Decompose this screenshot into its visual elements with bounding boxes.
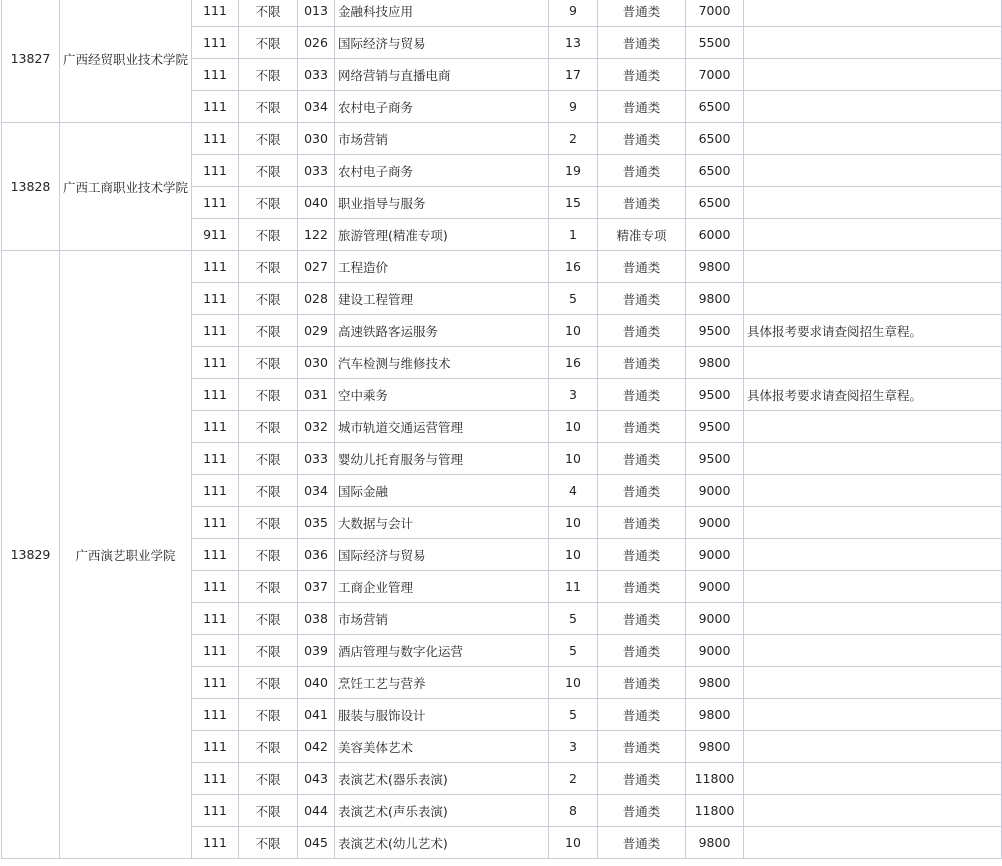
plan-code-cell: 111	[192, 795, 239, 827]
tuition-cell: 11800	[686, 763, 744, 795]
remark-cell	[744, 795, 1002, 827]
major-name-cell: 表演艺术(声乐表演)	[335, 795, 549, 827]
category-cell: 普通类	[598, 667, 686, 699]
major-name-cell: 美容美体艺术	[335, 731, 549, 763]
remark-cell	[744, 603, 1002, 635]
tuition-cell: 9000	[686, 635, 744, 667]
table-row	[2, 251, 1002, 283]
plan-code-cell: 111	[192, 571, 239, 603]
remark-cell: 具体报考要求请查阅招生章程。	[744, 379, 1002, 411]
plan-count-cell: 16	[549, 251, 598, 283]
major-code-cell: 044	[298, 795, 335, 827]
plan-count-cell: 16	[549, 347, 598, 379]
school-name-cell: 广西工商职业技术学院	[60, 123, 192, 251]
plan-count-cell: 9	[549, 91, 598, 123]
category-cell: 普通类	[598, 283, 686, 315]
plan-count-cell: 3	[549, 731, 598, 763]
category-cell: 普通类	[598, 347, 686, 379]
remark-cell	[744, 699, 1002, 731]
plan-count-cell: 8	[549, 795, 598, 827]
tuition-cell: 9000	[686, 539, 744, 571]
plan-code-cell: 111	[192, 315, 239, 347]
subject-requirement-cell: 不限	[239, 603, 298, 635]
major-code-cell: 029	[298, 315, 335, 347]
subject-requirement-cell: 不限	[239, 763, 298, 795]
major-code-cell: 040	[298, 187, 335, 219]
category-cell: 普通类	[598, 379, 686, 411]
plan-count-cell: 10	[549, 507, 598, 539]
major-code-cell: 040	[298, 667, 335, 699]
plan-count-cell: 5	[549, 283, 598, 315]
plan-count-cell: 5	[549, 699, 598, 731]
plan-code-cell: 111	[192, 59, 239, 91]
tuition-cell: 11800	[686, 795, 744, 827]
category-cell: 普通类	[598, 507, 686, 539]
tuition-cell: 6500	[686, 187, 744, 219]
subject-requirement-cell: 不限	[239, 699, 298, 731]
subject-requirement-cell: 不限	[239, 475, 298, 507]
major-code-cell: 033	[298, 443, 335, 475]
category-cell: 普通类	[598, 763, 686, 795]
remark-cell	[744, 123, 1002, 155]
category-cell: 精准专项	[598, 219, 686, 251]
plan-code-cell: 111	[192, 379, 239, 411]
tuition-cell: 6500	[686, 91, 744, 123]
school-code-cell: 13828	[2, 123, 60, 251]
subject-requirement-cell: 不限	[239, 219, 298, 251]
major-code-cell: 026	[298, 27, 335, 59]
category-cell: 普通类	[598, 0, 686, 27]
plan-code-cell: 111	[192, 539, 239, 571]
subject-requirement-cell: 不限	[239, 0, 298, 27]
plan-count-cell: 3	[549, 379, 598, 411]
table-row	[2, 0, 1002, 27]
category-cell: 普通类	[598, 59, 686, 91]
major-code-cell: 041	[298, 699, 335, 731]
tuition-cell: 9800	[686, 283, 744, 315]
subject-requirement-cell: 不限	[239, 187, 298, 219]
plan-code-cell: 111	[192, 27, 239, 59]
plan-code-cell: 111	[192, 0, 239, 27]
tuition-cell: 7000	[686, 0, 744, 27]
major-name-cell: 表演艺术(器乐表演)	[335, 763, 549, 795]
subject-requirement-cell: 不限	[239, 411, 298, 443]
school-code-cell: 13829	[2, 251, 60, 859]
plan-code-cell: 111	[192, 699, 239, 731]
remark-cell	[744, 827, 1002, 859]
remark-cell	[744, 667, 1002, 699]
remark-cell	[744, 443, 1002, 475]
plan-count-cell: 10	[549, 443, 598, 475]
major-code-cell: 035	[298, 507, 335, 539]
plan-code-cell: 111	[192, 123, 239, 155]
category-cell: 普通类	[598, 27, 686, 59]
category-cell: 普通类	[598, 315, 686, 347]
subject-requirement-cell: 不限	[239, 539, 298, 571]
major-code-cell: 122	[298, 219, 335, 251]
remark-cell	[744, 283, 1002, 315]
plan-code-cell: 911	[192, 219, 239, 251]
subject-requirement-cell: 不限	[239, 667, 298, 699]
tuition-cell: 9800	[686, 347, 744, 379]
plan-count-cell: 10	[549, 539, 598, 571]
major-code-cell: 038	[298, 603, 335, 635]
plan-count-cell: 19	[549, 155, 598, 187]
tuition-cell: 9500	[686, 379, 744, 411]
major-name-cell: 烹饪工艺与营养	[335, 667, 549, 699]
tuition-cell: 9500	[686, 443, 744, 475]
major-name-cell: 婴幼儿托育服务与管理	[335, 443, 549, 475]
plan-code-cell: 111	[192, 507, 239, 539]
subject-requirement-cell: 不限	[239, 731, 298, 763]
category-cell: 普通类	[598, 251, 686, 283]
tuition-cell: 5500	[686, 27, 744, 59]
subject-requirement-cell: 不限	[239, 315, 298, 347]
major-code-cell: 042	[298, 731, 335, 763]
major-name-cell: 国际经济与贸易	[335, 539, 549, 571]
category-cell: 普通类	[598, 827, 686, 859]
plan-code-cell: 111	[192, 667, 239, 699]
plan-count-cell: 10	[549, 411, 598, 443]
remark-cell: 具体报考要求请查阅招生章程。	[744, 315, 1002, 347]
plan-code-cell: 111	[192, 283, 239, 315]
plan-count-cell: 1	[549, 219, 598, 251]
subject-requirement-cell: 不限	[239, 155, 298, 187]
tuition-cell: 9800	[686, 699, 744, 731]
school-name-cell: 广西演艺职业学院	[60, 251, 192, 859]
major-name-cell: 酒店管理与数字化运营	[335, 635, 549, 667]
remark-cell	[744, 347, 1002, 379]
tuition-cell: 9800	[686, 251, 744, 283]
category-cell: 普通类	[598, 155, 686, 187]
remark-cell	[744, 91, 1002, 123]
tuition-cell: 6500	[686, 123, 744, 155]
major-code-cell: 039	[298, 635, 335, 667]
major-name-cell: 表演艺术(幼儿艺术)	[335, 827, 549, 859]
plan-count-cell: 15	[549, 187, 598, 219]
major-name-cell: 汽车检测与维修技术	[335, 347, 549, 379]
subject-requirement-cell: 不限	[239, 795, 298, 827]
remark-cell	[744, 219, 1002, 251]
subject-requirement-cell: 不限	[239, 123, 298, 155]
major-name-cell: 空中乘务	[335, 379, 549, 411]
plan-code-cell: 111	[192, 475, 239, 507]
major-name-cell: 市场营销	[335, 123, 549, 155]
major-name-cell: 金融科技应用	[335, 0, 549, 27]
tuition-cell: 9500	[686, 315, 744, 347]
plan-count-cell: 10	[549, 315, 598, 347]
category-cell: 普通类	[598, 795, 686, 827]
remark-cell	[744, 731, 1002, 763]
major-name-cell: 农村电子商务	[335, 91, 549, 123]
tuition-cell: 9800	[686, 667, 744, 699]
major-name-cell: 旅游管理(精准专项)	[335, 219, 549, 251]
plan-count-cell: 11	[549, 571, 598, 603]
major-code-cell: 027	[298, 251, 335, 283]
category-cell: 普通类	[598, 539, 686, 571]
major-name-cell: 职业指导与服务	[335, 187, 549, 219]
major-name-cell: 国际经济与贸易	[335, 27, 549, 59]
plan-code-cell: 111	[192, 443, 239, 475]
remark-cell	[744, 475, 1002, 507]
major-code-cell: 034	[298, 91, 335, 123]
major-code-cell: 030	[298, 123, 335, 155]
plan-code-cell: 111	[192, 251, 239, 283]
major-name-cell: 网络营销与直播电商	[335, 59, 549, 91]
subject-requirement-cell: 不限	[239, 379, 298, 411]
plan-code-cell: 111	[192, 763, 239, 795]
plan-code-cell: 111	[192, 635, 239, 667]
category-cell: 普通类	[598, 411, 686, 443]
remark-cell	[744, 539, 1002, 571]
category-cell: 普通类	[598, 571, 686, 603]
plan-count-cell: 17	[549, 59, 598, 91]
major-name-cell: 国际金融	[335, 475, 549, 507]
major-name-cell: 农村电子商务	[335, 155, 549, 187]
major-code-cell: 030	[298, 347, 335, 379]
remark-cell	[744, 59, 1002, 91]
tuition-cell: 9000	[686, 475, 744, 507]
subject-requirement-cell: 不限	[239, 59, 298, 91]
category-cell: 普通类	[598, 603, 686, 635]
plan-count-cell: 10	[549, 827, 598, 859]
subject-requirement-cell: 不限	[239, 347, 298, 379]
subject-requirement-cell: 不限	[239, 283, 298, 315]
category-cell: 普通类	[598, 187, 686, 219]
major-name-cell: 工商企业管理	[335, 571, 549, 603]
school-code-cell: 13827	[2, 0, 60, 123]
major-name-cell: 高速铁路客运服务	[335, 315, 549, 347]
school-name-cell: 广西经贸职业技术学院	[60, 0, 192, 123]
tuition-cell: 9800	[686, 827, 744, 859]
major-code-cell: 036	[298, 539, 335, 571]
tuition-cell: 6500	[686, 155, 744, 187]
major-code-cell: 013	[298, 0, 335, 27]
subject-requirement-cell: 不限	[239, 635, 298, 667]
subject-requirement-cell: 不限	[239, 91, 298, 123]
plan-count-cell: 10	[549, 667, 598, 699]
plan-code-cell: 111	[192, 187, 239, 219]
table-row	[2, 123, 1002, 155]
tuition-cell: 9000	[686, 571, 744, 603]
remark-cell	[744, 27, 1002, 59]
plan-code-cell: 111	[192, 155, 239, 187]
remark-cell	[744, 571, 1002, 603]
major-code-cell: 033	[298, 155, 335, 187]
tuition-cell: 9800	[686, 731, 744, 763]
category-cell: 普通类	[598, 635, 686, 667]
major-code-cell: 043	[298, 763, 335, 795]
plan-code-cell: 111	[192, 347, 239, 379]
plan-count-cell: 4	[549, 475, 598, 507]
plan-count-cell: 2	[549, 763, 598, 795]
remark-cell	[744, 763, 1002, 795]
plan-count-cell: 9	[549, 0, 598, 27]
category-cell: 普通类	[598, 731, 686, 763]
remark-cell	[744, 0, 1002, 27]
remark-cell	[744, 411, 1002, 443]
remark-cell	[744, 635, 1002, 667]
subject-requirement-cell: 不限	[239, 571, 298, 603]
remark-cell	[744, 155, 1002, 187]
major-name-cell: 大数据与会计	[335, 507, 549, 539]
subject-requirement-cell: 不限	[239, 827, 298, 859]
plan-code-cell: 111	[192, 411, 239, 443]
category-cell: 普通类	[598, 123, 686, 155]
table-body	[2, 0, 1002, 859]
major-name-cell: 城市轨道交通运营管理	[335, 411, 549, 443]
tuition-cell: 9000	[686, 507, 744, 539]
category-cell: 普通类	[598, 443, 686, 475]
category-cell: 普通类	[598, 475, 686, 507]
major-code-cell: 034	[298, 475, 335, 507]
subject-requirement-cell: 不限	[239, 507, 298, 539]
major-code-cell: 031	[298, 379, 335, 411]
major-name-cell: 服装与服饰设计	[335, 699, 549, 731]
plan-code-cell: 111	[192, 91, 239, 123]
major-name-cell: 工程造价	[335, 251, 549, 283]
major-name-cell: 建设工程管理	[335, 283, 549, 315]
tuition-cell: 7000	[686, 59, 744, 91]
major-code-cell: 045	[298, 827, 335, 859]
major-code-cell: 037	[298, 571, 335, 603]
category-cell: 普通类	[598, 91, 686, 123]
plan-count-cell: 2	[549, 123, 598, 155]
major-code-cell: 033	[298, 59, 335, 91]
category-cell: 普通类	[598, 699, 686, 731]
admission-plan-table	[1, 0, 1002, 859]
plan-code-cell: 111	[192, 731, 239, 763]
tuition-cell: 9000	[686, 603, 744, 635]
remark-cell	[744, 507, 1002, 539]
plan-code-cell: 111	[192, 827, 239, 859]
major-code-cell: 028	[298, 283, 335, 315]
plan-count-cell: 13	[549, 27, 598, 59]
remark-cell	[744, 187, 1002, 219]
remark-cell	[744, 251, 1002, 283]
plan-count-cell: 5	[549, 603, 598, 635]
subject-requirement-cell: 不限	[239, 251, 298, 283]
tuition-cell: 6000	[686, 219, 744, 251]
major-name-cell: 市场营销	[335, 603, 549, 635]
plan-count-cell: 5	[549, 635, 598, 667]
tuition-cell: 9500	[686, 411, 744, 443]
subject-requirement-cell: 不限	[239, 443, 298, 475]
subject-requirement-cell: 不限	[239, 27, 298, 59]
major-code-cell: 032	[298, 411, 335, 443]
plan-code-cell: 111	[192, 603, 239, 635]
